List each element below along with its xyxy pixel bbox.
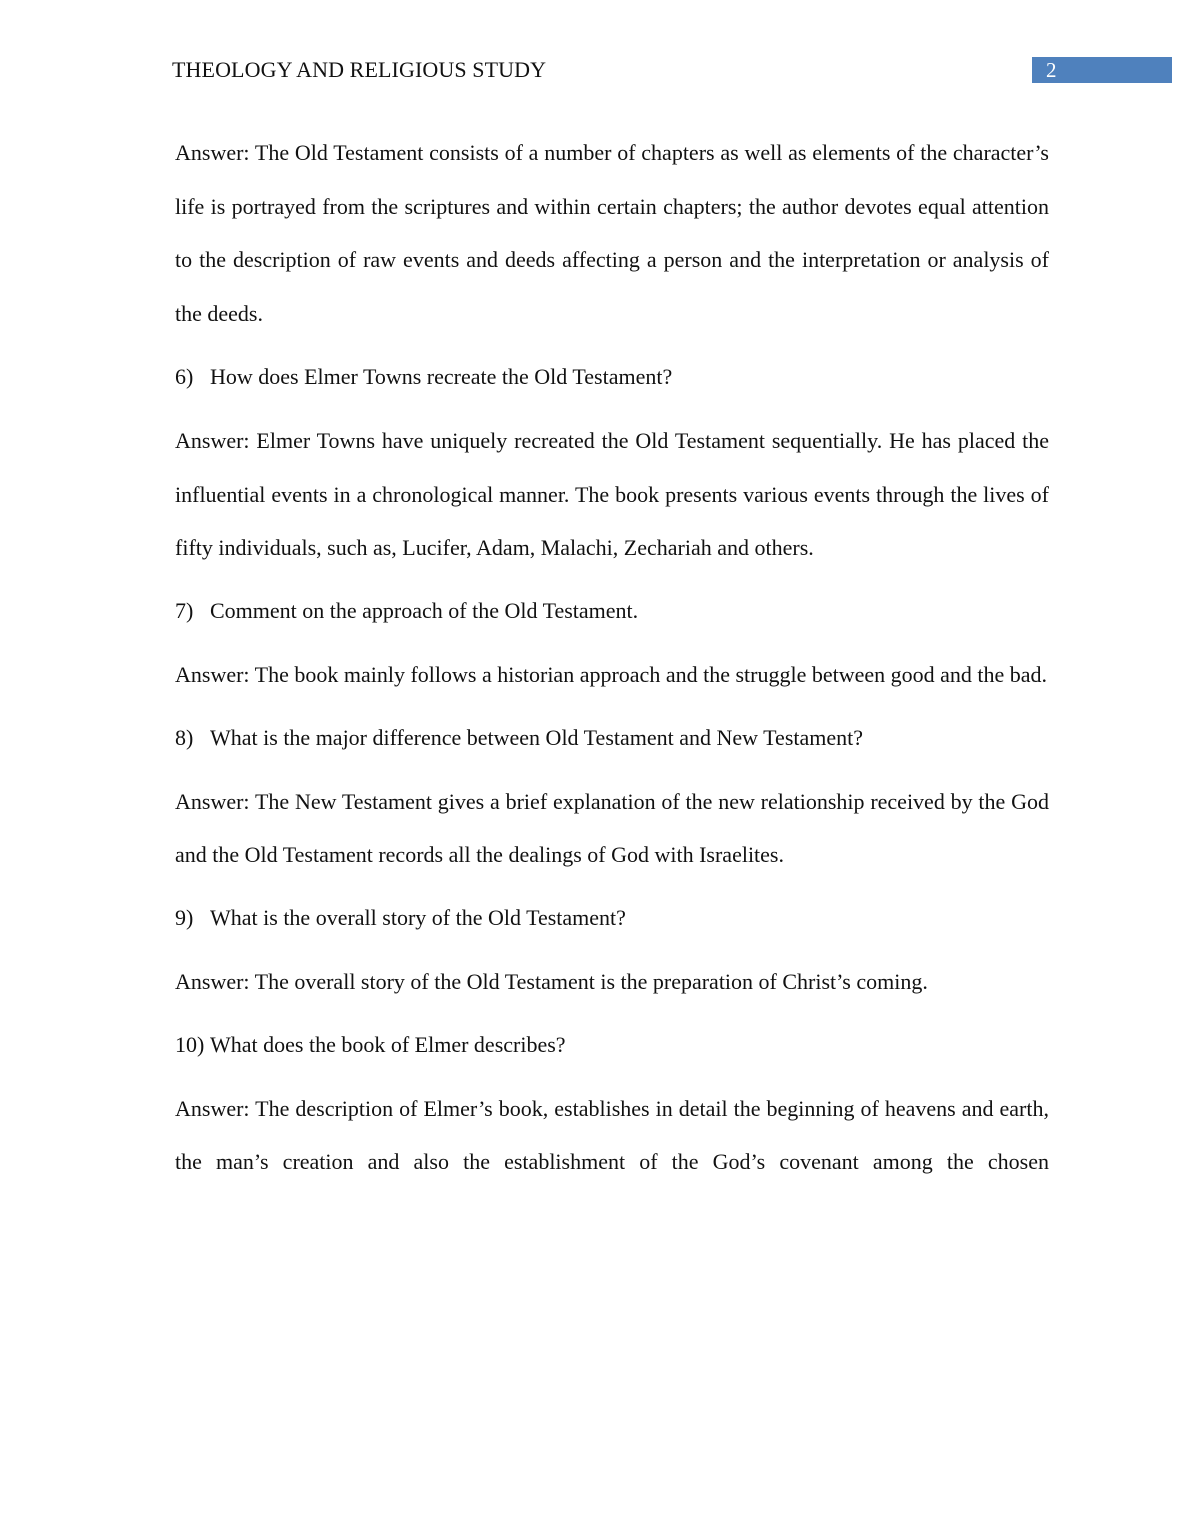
running-head-title: THEOLOGY AND RELIGIOUS STUDY xyxy=(172,57,547,82)
question-7 xyxy=(175,594,1049,628)
answer-paragraph-9: Answer: The overall story of the Old Testament is the preparation of Christ’s coming. xyxy=(175,969,928,995)
answer-paragraph-6: Answer: Elmer Towns have uniquely recreated the Old Testament sequentially. He has placed the influential events in a chronological manner. The book presents various events through the lives of fifty individuals, such as, Lucifer, Adam, Malachi, Zechariah and others. xyxy=(175,427,1049,561)
question-text: What does the book of Elmer describes? xyxy=(210,1031,566,1057)
page-number: 2 xyxy=(1032,57,1172,83)
question-number: 9) xyxy=(175,905,194,931)
answer-paragraph-10: Answer: The description of Elmer’s book, establishes in detail the beginning of heavens and earth, the man’s creation and also the establishment of the God’s covenant among the chosen xyxy=(175,1095,1049,1175)
question-number: 7) xyxy=(175,597,194,623)
answer-paragraph-8: Answer: The New Testament gives a brief explanation of the new relationship received by the God and the Old Testament records all the dealings of God with Israelites. xyxy=(175,788,1049,868)
question-6 xyxy=(175,360,1049,394)
document-body xyxy=(175,126,1049,1189)
question-text: How does Elmer Towns recreate the Old Testament? xyxy=(210,363,673,389)
answer-paragraph-7: Answer: The book mainly follows a historian approach and the struggle between good and the bad. xyxy=(175,661,1048,687)
question-number: 6) xyxy=(175,363,194,389)
question-text: What is the major difference between Old Testament and New Testament? xyxy=(210,724,864,750)
question-text: What is the overall story of the Old Testament? xyxy=(210,905,626,931)
question-10 xyxy=(175,1028,1049,1062)
question-8 xyxy=(175,721,1049,755)
question-number: 8) xyxy=(175,724,194,750)
question-number: 10) xyxy=(175,1031,205,1057)
question-text: Comment on the approach of the Old Testament. xyxy=(210,597,639,623)
answer-paragraph-5: Answer: The Old Testament consists of a number of chapters as well as elements of the character’s life is portrayed from the scriptures and within certain chapters; the author devotes equal attention to the description of raw events and deeds affecting a person and the interpretation or analysis of the deeds. xyxy=(175,140,1049,327)
question-9 xyxy=(175,901,1049,935)
